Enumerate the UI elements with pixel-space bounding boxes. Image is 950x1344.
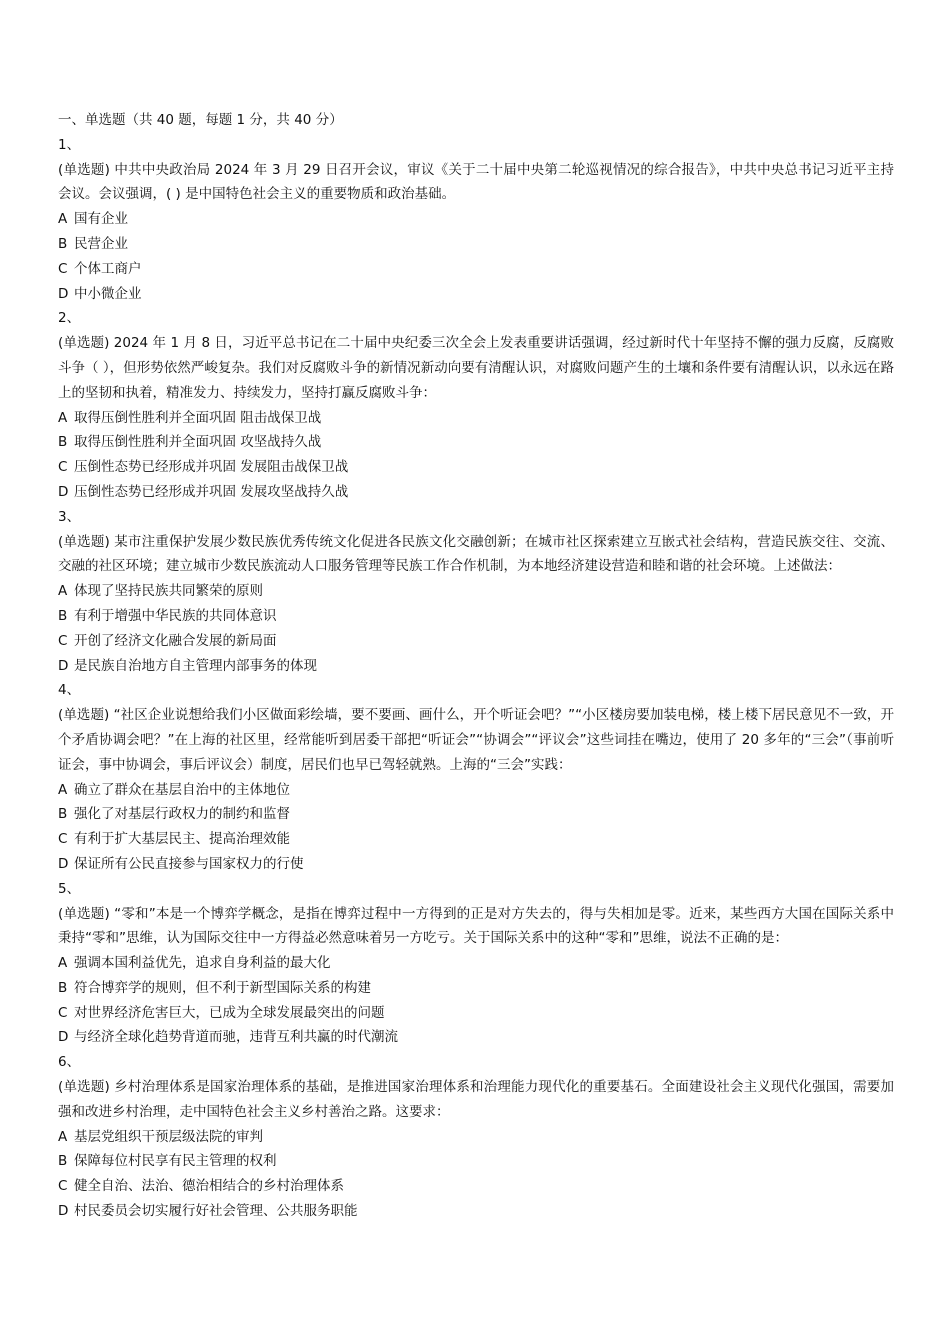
- question-number: 1、: [58, 136, 81, 153]
- option-text: 取得压倒性胜利并全面巩固 阻击战保卫战: [74, 409, 322, 426]
- question-stem: (单选题) 某市注重保护发展少数民族优秀传统文化促进各民族文化交融创新；在城市社区探索建立互嵌式社会结构，营造民族交往、交流、交融的社区环境；建立城市少数民族流动人口服务管理等民族工作合作机制，为本地经济建设营造和睦和谐的社会环境。上述做法：: [58, 533, 894, 575]
- answer-option: [58, 282, 894, 307]
- answer-option: [58, 604, 894, 629]
- option-text: 个体工商户: [74, 260, 142, 277]
- option-letter: A: [58, 781, 68, 798]
- answer-option: [58, 207, 894, 232]
- option-letter: A: [58, 409, 68, 426]
- option-text: 有利于扩大基层民主、提高治理效能: [74, 831, 290, 848]
- option-letter: D: [58, 1203, 69, 1220]
- question-block: [58, 133, 894, 307]
- option-letter: D: [58, 285, 69, 302]
- option-letter: C: [58, 831, 68, 848]
- option-letter: A: [58, 955, 68, 972]
- question-block: [58, 1050, 894, 1224]
- option-text: 符合博弈学的规则，但不利于新型国际关系的构建: [74, 979, 371, 996]
- option-text: 有利于增强中华民族的共同体意识: [74, 607, 277, 624]
- question-block: [58, 678, 894, 876]
- answer-option: [58, 654, 894, 679]
- option-text: 保证所有公民直接参与国家权力的行使: [74, 855, 304, 872]
- section-title: 一、单选题（共 40 题，每题 1 分，共 40 分）: [58, 112, 343, 128]
- question-block: [58, 505, 894, 679]
- question-list: [58, 133, 894, 1224]
- option-letter: C: [58, 1004, 68, 1021]
- option-letter: B: [58, 1153, 68, 1170]
- option-text: 民营企业: [74, 235, 128, 252]
- option-letter: B: [58, 607, 68, 624]
- option-letter: C: [58, 632, 68, 649]
- question-block: [58, 877, 894, 1051]
- option-letter: D: [58, 855, 69, 872]
- answer-option: [58, 1174, 894, 1199]
- option-text: 强化了对基层行政权力的制约和监督: [74, 806, 290, 823]
- option-letter: B: [58, 235, 68, 252]
- option-letter: D: [58, 1029, 69, 1046]
- option-text: 取得压倒性胜利并全面巩固 攻坚战持久战: [74, 434, 322, 451]
- answer-option: [58, 406, 894, 431]
- exam-page: [58, 108, 894, 1224]
- answer-option: [58, 1149, 894, 1174]
- question-number: 6、: [58, 1054, 81, 1071]
- option-text: 开创了经济文化融合发展的新局面: [74, 632, 277, 649]
- answer-option: [58, 1001, 894, 1026]
- answer-option: [58, 778, 894, 803]
- answer-option: [58, 1025, 894, 1050]
- option-letter: C: [58, 260, 68, 277]
- option-text: 保障每位村民享有民主管理的权利: [74, 1153, 277, 1170]
- answer-option: [58, 852, 894, 877]
- question-stem: (单选题) 中共中央政治局 2024 年 3 月 29 日召开会议，审议《关于二十届中央第二轮巡视情况的综合报告》，中共中央总书记习近平主持会议。会议强调，( ) 是中国特色社会主义的重要物质和政治基础。: [58, 161, 894, 203]
- question-number: 5、: [58, 880, 81, 897]
- answer-option: [58, 629, 894, 654]
- answer-option: [58, 232, 894, 257]
- option-letter: B: [58, 979, 68, 996]
- option-text: 压倒性态势已经形成并巩固 发展攻坚战持久战: [74, 483, 349, 500]
- answer-option: [58, 802, 894, 827]
- question-stem: (单选题) 2024 年 1 月 8 日，习近平总书记在二十届中央纪委三次全会上发表重要讲话强调，经过新时代十年坚持不懈的强力反腐，反腐败斗争（ ），但形势依然严峻复杂。我们对反腐败斗争的新情况新动向要有清醒认识，对腐败问题产生的土壤和条件要有清醒认识，以永远在路上的坚韧和执着，精准发力、持续发力，坚持打赢反腐败斗争：: [58, 335, 894, 401]
- option-letter: D: [58, 657, 69, 674]
- question-stem: (单选题) “零和”本是一个博弈学概念，是指在博弈过程中一方得到的正是对方失去的，得与失相加是零。近来，某些西方大国在国际关系中秉持“零和”思维，认为国际交往中一方得益必然意味着另一方吃亏。关于国际关系中的这种“零和”思维，说法不正确的是：: [58, 905, 894, 947]
- option-text: 中小微企业: [74, 285, 142, 302]
- option-text: 是民族自治地方自主管理内部事务的体现: [74, 657, 317, 674]
- answer-option: [58, 827, 894, 852]
- option-letter: A: [58, 1128, 68, 1145]
- option-letter: A: [58, 583, 68, 600]
- question-number: 2、: [58, 310, 81, 327]
- option-text: 压倒性态势已经形成并巩固 发展阻击战保卫战: [74, 459, 349, 476]
- option-text: 强调本国利益优先，追求自身利益的最大化: [74, 955, 331, 972]
- option-text: 对世界经济危害巨大，已成为全球发展最突出的问题: [74, 1004, 385, 1021]
- answer-option: [58, 430, 894, 455]
- answer-option: [58, 480, 894, 505]
- answer-option: [58, 455, 894, 480]
- answer-option: [58, 951, 894, 976]
- question-stem: (单选题) 乡村治理体系是国家治理体系的基础，是推进国家治理体系和治理能力现代化的重要基石。全面建设社会主义现代化强国，需要加强和改进乡村治理，走中国特色社会主义乡村善治之路。这要求：: [58, 1079, 894, 1120]
- answer-option: [58, 257, 894, 282]
- answer-option: [58, 579, 894, 604]
- option-text: 村民委员会切实履行好社会管理、公共服务职能: [74, 1203, 358, 1220]
- answer-option: [58, 1199, 894, 1224]
- option-text: 与经济全球化趋势背道而驰，违背互利共赢的时代潮流: [74, 1029, 398, 1046]
- option-text: 健全自治、法治、德治相结合的乡村治理体系: [74, 1178, 344, 1195]
- question-stem: (单选题) “社区企业说想给我们小区做面彩绘墙，要不要画、画什么，开个听证会吧？”“小区楼房要加装电梯，楼上楼下居民意见不一致，开个矛盾协调会吧？”在上海的社区里，经常能听到居委干部把“听证会”“协调会”“评议会”这些词挂在嘴边，使用了 20 多年的“三会”（事前听证会，事中协调会，事后评议会）制度，居民们也早已驾轻就熟。上海的“三会”实践：: [58, 707, 894, 773]
- option-letter: C: [58, 1178, 68, 1195]
- option-letter: B: [58, 806, 68, 823]
- option-text: 体现了坚持民族共同繁荣的原则: [74, 583, 263, 600]
- question-number: 3、: [58, 508, 81, 525]
- answer-option: [58, 976, 894, 1001]
- option-letter: A: [58, 211, 68, 228]
- option-text: 基层党组织干预层级法院的审判: [74, 1128, 263, 1145]
- option-text: 国有企业: [74, 211, 128, 228]
- option-letter: B: [58, 434, 68, 451]
- option-text: 确立了群众在基层自治中的主体地位: [74, 781, 290, 798]
- option-letter: C: [58, 459, 68, 476]
- option-letter: D: [58, 483, 69, 500]
- question-number: 4、: [58, 682, 81, 699]
- answer-option: [58, 1125, 894, 1150]
- question-block: [58, 306, 894, 504]
